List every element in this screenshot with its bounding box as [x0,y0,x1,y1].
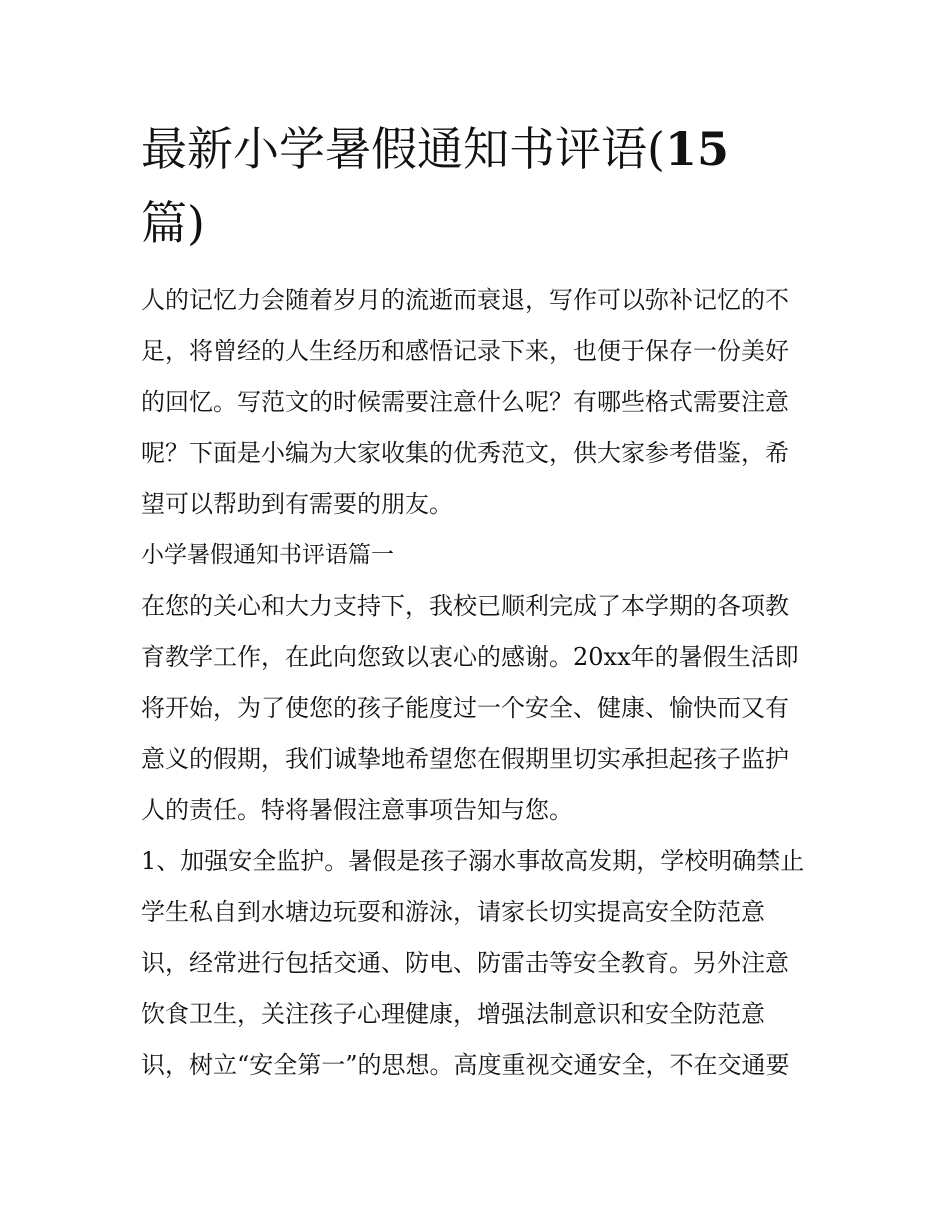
body-paragraph-1: 在您的关心和大力支持下，我校已顺利完成了本学期的各项教育教学工作，在此向您致以衷心的感谢。20xx年的暑假生活即将开始，为了使您的孩子能度过一个安全、健康、愉快而又有意义的假期，我们诚挚地希望您在假期里切实承担起孩子监护人的责任。特将暑假注意事项告知与您。 [141,592,799,824]
page-title [141,112,801,260]
body-paragraph-2: 1、加强安全监护。暑假是孩子溺水事故高发期，学校明确禁止学生私自到水塘边玩耍和游泳，请家长切实提高安全防范意识，经常进行包括交通、防电、防雷击等安全教育。另外注意饮食卫生，关注孩子心理健康，增强法制意识和安全防范意识，树立“安全第一”的思想。高度重视交通安全，不在交通要 [141,847,805,1079]
title-rest: 篇) [141,196,205,250]
title-count: 15 [664,122,729,176]
section-heading: 小学暑假通知书评语篇一 [141,542,394,568]
intro-paragraph: 人的记忆力会随着岁月的流逝而衰退，写作可以弥补记忆的不足，将曾经的人生经历和感悟记录下来，也便于保存一份美好的回忆。写范文的时候需要注意什么呢？有哪些格式需要注意呢？下面是小编为大家收集的优秀范文，供大家参考借鉴，希望可以帮助到有需要的朋友。 [141,286,789,518]
title-main: 最新小学暑假通知书评语( [141,122,665,176]
